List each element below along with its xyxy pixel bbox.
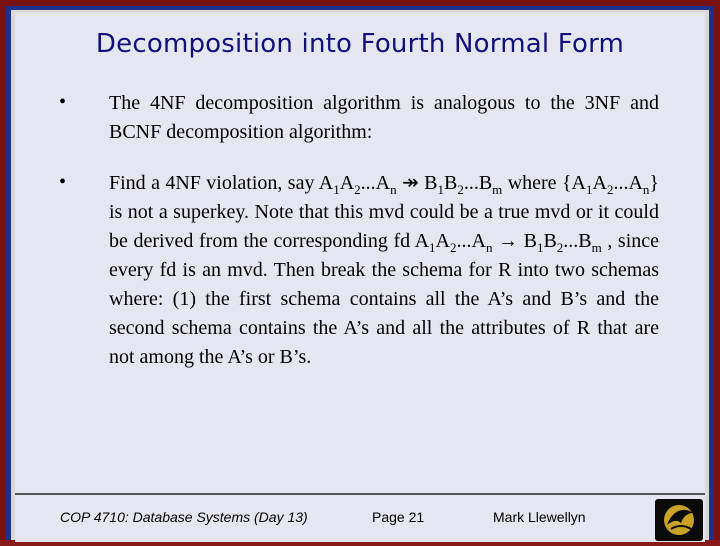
footer-course: COP 4710: Database Systems (Day 13) (60, 509, 308, 525)
bullet-1-symbol: • (59, 91, 67, 113)
bullet-1-text: The 4NF decomposition algorithm is analogous to the 3NF and BCNF decomposition algorithm: (109, 92, 659, 143)
slide-body (15, 13, 705, 493)
bullet-2-symbol: • (59, 171, 67, 193)
ucf-pegasus-logo-icon (655, 499, 703, 541)
bullet-2-text: Find a 4NF violation, say $A_1A_2...A_n$ ↠ $B_1B_2...B_m$ where $\{A_1A_2...A_n\}$ is not a superkey. Note that this mvd could be a true mvd or it could be derived from the corresponding fd $A_1A_2...A_n \to B_1B_2...B_m$ , since every fd is an mvd. Then break the schema for R into two schemas where: (1) the first schema contains all the A’s and B’s and the second schema contains the A’s and all the attributes of R that are not among the A’s or B’s. (109, 172, 660, 368)
slide-footer (15, 493, 705, 542)
footer-author: Mark Llewellyn (493, 509, 586, 525)
footer-page: Page 21 (372, 509, 425, 525)
slide-title: Decomposition into Fourth Normal Form (95, 29, 625, 59)
